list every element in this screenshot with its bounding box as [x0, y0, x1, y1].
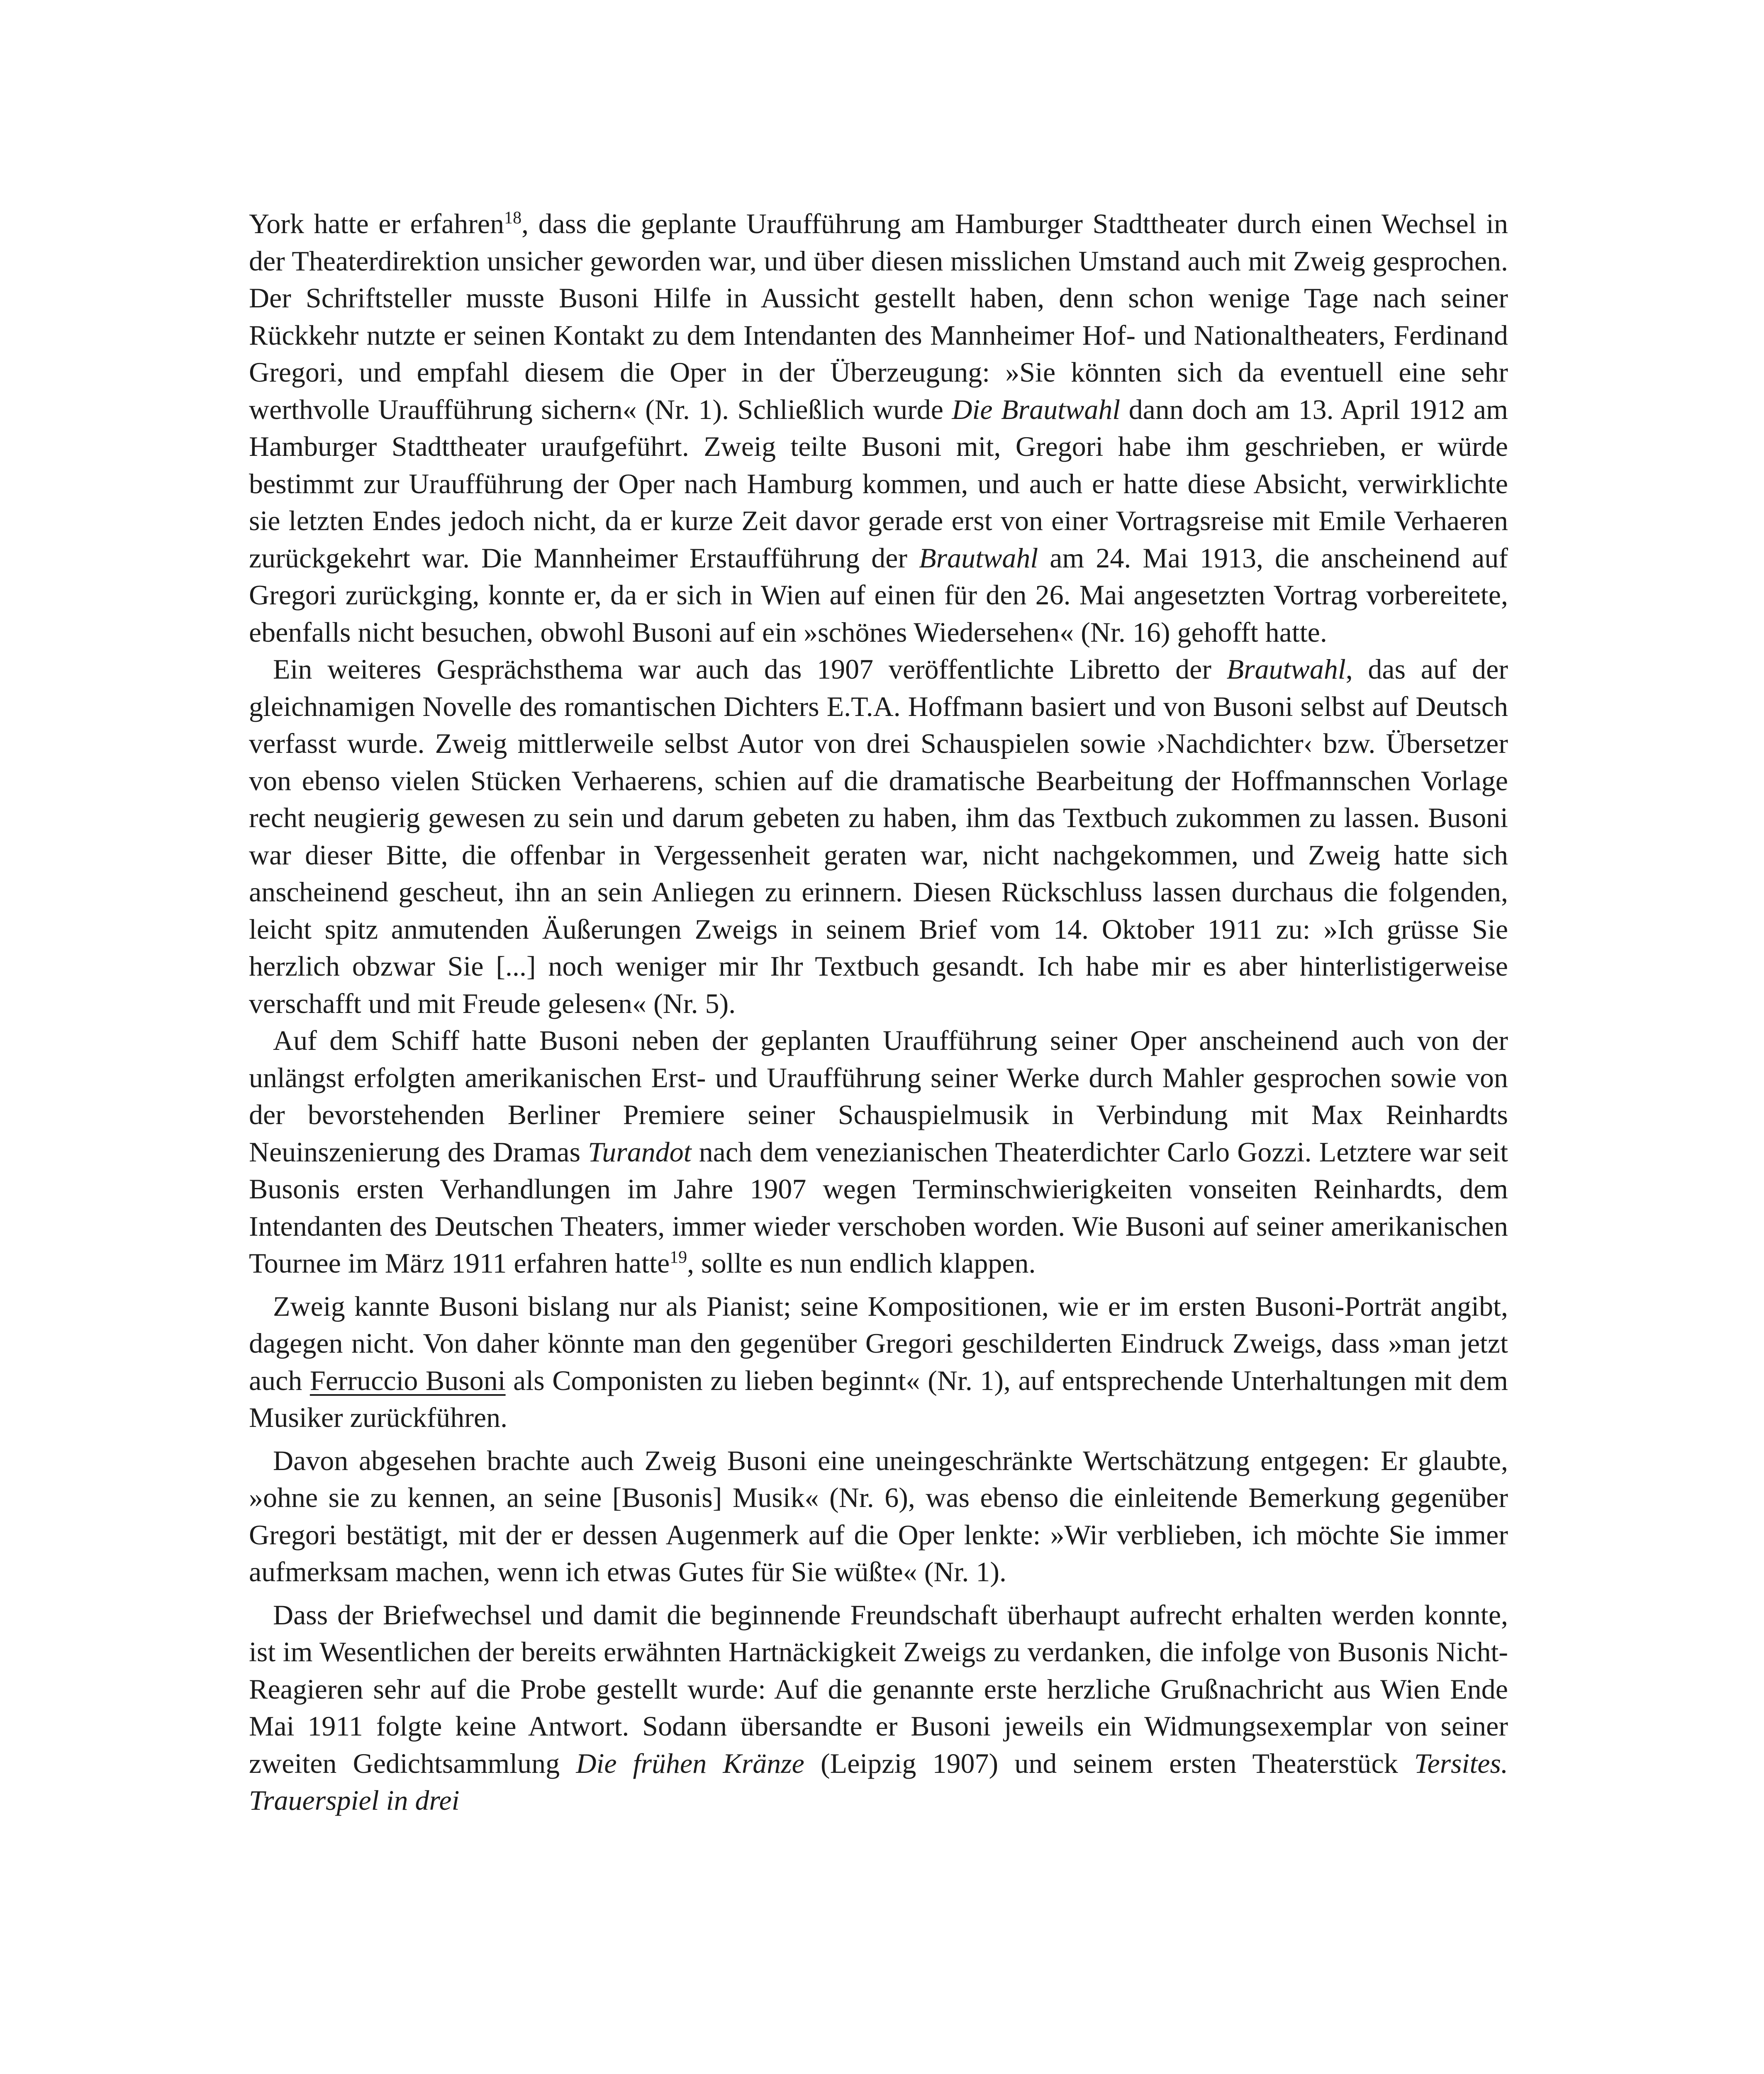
footnote-ref-18[interactable]: 18 — [504, 208, 522, 228]
footnote-ref-19[interactable]: 19 — [670, 1248, 687, 1267]
title-die-brautwahl: Die Brautwahl — [952, 393, 1121, 425]
title-brautwahl-2: Brautwahl — [1226, 653, 1346, 685]
body-text — [249, 205, 1508, 1819]
paragraph-4: Zweig kannte Busoni bislang nur als Pianist; seine Kompositionen, wie er im ersten Busoni-Porträt angibt, dagegen nicht. Von daher könnte man den gegenüber Gregori geschilderten Eindruck Zweigs, dass »man jetzt auch Ferruccio Busoni als Componisten zu lieben beginnt« (Nr. 1), auf entsprechende Unterhaltungen mit dem Musiker zurückführen. — [249, 1290, 1508, 1433]
paragraph-3: Auf dem Schiff hatte Busoni neben der geplanten Uraufführung seiner Oper anscheinend auch von der unlängst erfolgten amerikanischen Erst- und Uraufführung seiner Werke durch Mahler gesprochen sowie von der bevorstehenden Berliner Premiere seiner Schauspielmusik in Verbindung mit Max Reinhardts Neuinszenierung des Dramas Turandot nach dem venezianischen Theaterdichter Carlo Gozzi. Letztere war seit Busonis ersten Verhandlungen im Jahre 1907 wegen Terminschwierigkeiten vonseiten Reinhardts, dem Intendanten des Deutschen Theaters, immer wieder verschoben worden. Wie Busoni auf seiner amerikanischen Tournee im März 1911 erfahren hatte$^{19}$, sollte es nun endlich klappen. — [249, 1025, 1508, 1279]
underlined-name-ferruccio-busoni: Ferruccio Busoni — [309, 1364, 506, 1396]
paragraph-5: Davon abgesehen brachte auch Zweig Busoni eine uneingeschränkte Wertschätzung entgegen: Er glaubte, »ohne sie zu kennen, an seine [Busonis] Musik« (Nr. 6), was ebenso die einleitende Bemerkung gegenüber Gregori bestätigt, mit der er dessen Augenmerk auf die Oper lenkte: »Wir verblieben, ich möchte Sie immer aufmerksam machen, wenn ich etwas Gutes für Sie wüßte« (Nr. 1). — [249, 1444, 1508, 1587]
title-tersites: Tersites. Trauerspiel in drei — [249, 1747, 1508, 1816]
paragraph-2: Ein weiteres Gesprächsthema war auch das 1907 veröffentlichte Libretto der Brautwahl, das auf der gleichnamigen Novelle des romantischen Dichters E.T.A. Hoffmann basiert und von Busoni selbst auf Deutsch verfasst wurde. Zweig mittlerweile selbst Autor von drei Schauspielen sowie ›Nachdichter‹ bzw. Übersetzer von ebenso vielen Stücken Verhaerens, schien auf die dramatische Bearbeitung der Hoffmannschen Vorlage recht neugierig gewesen zu sein und darum gebeten zu haben, ihm das Textbuch zukommen zu lassen. Busoni war dieser Bitte, die offenbar in Vergessenheit geraten war, nicht nachgekommen, und Zweig hatte sich anscheinend gescheut, ihn an sein Anliegen zu erinnern. Diesen Rückschluss lassen durchaus die folgenden, leicht spitz anmutenden Äußerungen Zweigs in seinem Brief vom 14. Oktober 1911 zu: »Ich grüsse Sie herzlich obzwar Sie [...] noch weniger mir Ihr Textbuch gesandt. Ich habe mir es aber hinterlistigerweise verschafft und mit Freude gelesen« (Nr. 5). — [249, 653, 1508, 1019]
title-turandot: Turandot — [588, 1136, 692, 1168]
paragraph-1: York hatte er erfahren$^{18}$, dass die geplante Uraufführung am Hamburger Stadttheater durch einen Wechsel in der Theaterdirektion unsicher geworden war, und über diesen misslichen Umstand auch mit Zweig gesprochen. Der Schriftsteller musste Busoni Hilfe in Aussicht gestellt haben, denn schon wenige Tage nach seiner Rückkehr nutzte er seinen Kontakt zu dem Intendanten des Mannheimer Hof- und Nationaltheaters, Ferdinand Gregori, und empfahl diesem die Oper in der Überzeugung: »Sie könnten sich da eventuell eine sehr werthvolle Uraufführung sichern« (Nr. 1). Schließlich wurde Die Brautwahl dann doch am 13. April 1912 am Hamburger Stadttheater uraufgeführt. Zweig teilte Busoni mit, Gregori habe ihm geschrieben, er würde bestimmt zur Uraufführung der Oper nach Hamburg kommen, und auch er hatte diese Absicht, verwirklichte sie letzten Endes jedoch nicht, da er kurze Zeit davor gerade erst von einer Vortragsreise mit Emile Verhaeren zurückgekehrt war. Die Mannheimer Erstaufführung der Brautwahl am 24. Mai 1913, die anscheinend auf Gregori zurückging, konnte er, da er sich in Wien auf einen für den 26. Mai angesetzten Vortrag vorbereitete, ebenfalls nicht besuchen, obwohl Busoni auf ein »schönes Wiedersehen« (Nr. 16) gehofft hatte. — [249, 208, 1508, 648]
title-die-fruehen-kraenze: Die frühen Kränze — [576, 1747, 804, 1779]
title-brautwahl: Brautwahl — [919, 542, 1038, 574]
paragraph-6: Dass der Briefwechsel und damit die beginnende Freundschaft überhaupt aufrecht erhalten werden konnte, ist im Wesentlichen der bereits erwähnten Hartnäckigkeit Zweigs zu verdanken, die infolge von Busonis Nicht-Reagieren sehr auf die Probe gestellt wurde: Auf die genannte erste herzliche Grußnachricht aus Wien Ende Mai 1911 folgte keine Antwort. Sodann übersandte er Busoni jeweils ein Widmungsexemplar von seiner zweiten Gedichtsammlung Die frühen Kränze (Leipzig 1907) und seinem ersten Theaterstück Tersites. Trauerspiel in drei — [249, 1599, 1508, 1816]
